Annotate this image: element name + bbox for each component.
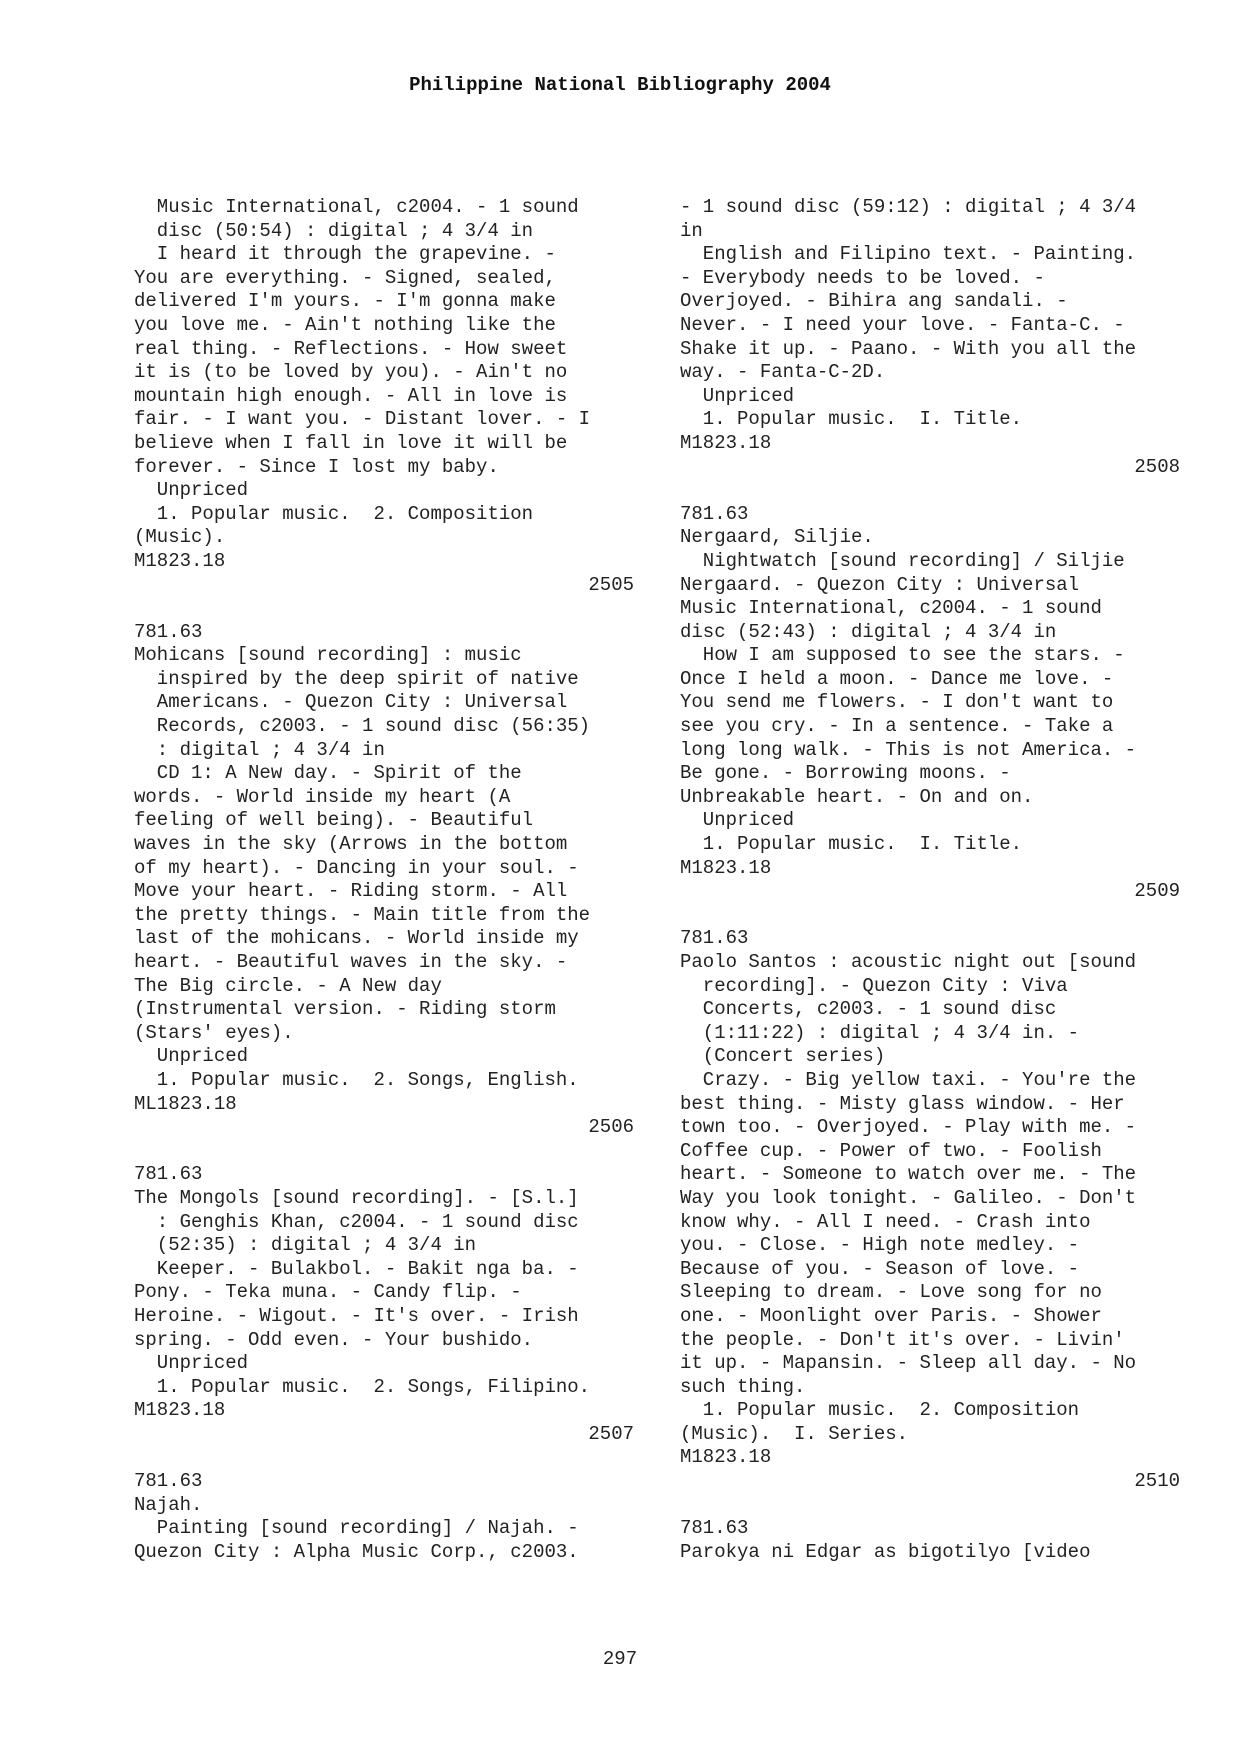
- text-line: 1. Popular music. I. Title.: [680, 833, 1023, 856]
- text-line: real thing. - Reflections. - How sweet: [134, 337, 568, 360]
- text-line: The Big circle. - A New day: [134, 974, 442, 997]
- text-line: Keeper. - Bulakbol. - Bakit nga ba. -: [134, 1257, 579, 1280]
- text-line: (Stars' eyes).: [134, 1021, 294, 1044]
- text-line: (Music).: [134, 526, 226, 549]
- text-line: disc (50:54) : digital ; 4 3/4 in: [134, 219, 534, 242]
- text-line: disc (52:43) : digital ; 4 3/4 in: [680, 620, 1057, 643]
- text-line: Because of you. - Season of love. -: [680, 1257, 1080, 1280]
- text-line: 781.63: [134, 620, 203, 643]
- text-line: best thing. - Misty glass window. - Her: [680, 1092, 1125, 1115]
- text-line: fair. - I want you. - Distant lover. - I: [134, 408, 591, 431]
- text-line: - 1 sound disc (59:12) : digital ; 4 3/4: [680, 196, 1137, 218]
- text-line: (Instrumental version. - Riding storm: [134, 998, 556, 1021]
- entry-number: 2507: [588, 1422, 634, 1445]
- text-line: Mohicans [sound recording] : music: [134, 644, 522, 667]
- text-line: 781.63: [680, 502, 749, 525]
- blank-line: [134, 1446, 634, 1470]
- blank-line: [680, 1494, 1180, 1518]
- text-line: recording]. - Quezon City : Viva: [680, 974, 1068, 997]
- text-line: heart. - Beautiful waves in the sky. -: [134, 951, 568, 973]
- text-line: 781.63: [680, 927, 749, 950]
- page-header-title: Philippine National Bibliography 2004: [409, 74, 831, 96]
- entry-number: 2505: [588, 573, 634, 596]
- text-line: M1823.18: [680, 856, 772, 879]
- text-line: Heroine. - Wigout. - It's over. - Irish: [134, 1304, 579, 1327]
- text-line: You are everything. - Signed, sealed,: [134, 266, 556, 289]
- text-line: 1. Popular music. 2. Composition: [680, 1399, 1080, 1422]
- text-line: English and Filipino text. - Painting.: [680, 243, 1137, 266]
- text-line: way. - Fanta-C-2D.: [680, 361, 886, 384]
- text-line: the pretty things. - Main title from the: [134, 903, 591, 926]
- text-line: such thing.: [680, 1375, 806, 1398]
- text-line: you. - Close. - High note medley. -: [680, 1234, 1080, 1257]
- text-line: it is (to be loved by you). - Ain't no: [134, 361, 568, 384]
- entry-number: 2509: [1134, 880, 1180, 903]
- text-line: ML1823.18: [134, 1092, 237, 1115]
- text-line: delivered I'm yours. - I'm gonna make: [134, 290, 556, 313]
- text-line: in: [680, 219, 703, 242]
- text-line: know why. - All I need. - Crash into: [680, 1210, 1091, 1233]
- text-line: (1:11:22) : digital ; 4 3/4 in. -: [680, 1021, 1080, 1044]
- text-line: How I am supposed to see the stars. -: [680, 644, 1125, 667]
- text-line: Concerts, c2003. - 1 sound disc: [680, 998, 1057, 1021]
- text-line: Move your heart. - Riding storm. - All: [134, 880, 568, 903]
- text-line: Records, c2003. - 1 sound disc (56:35): [134, 715, 591, 738]
- text-line: M1823.18: [680, 431, 772, 454]
- text-line: Coffee cup. - Power of two. - Foolish: [680, 1139, 1102, 1162]
- text-line: 781.63: [134, 1163, 203, 1186]
- text-line: M1823.18: [134, 1399, 226, 1422]
- text-line: 1. Popular music. 2. Composition: [134, 502, 534, 525]
- text-line: Crazy. - Big yellow taxi. - You're the: [680, 1068, 1137, 1091]
- text-line: Music International, c2004. - 1 sound: [680, 597, 1102, 620]
- text-line: Once I held a moon. - Dance me love. -: [680, 667, 1114, 690]
- text-line: Parokya ni Edgar as bigotilyo [video: [680, 1540, 1091, 1563]
- text-line: Paolo Santos : acoustic night out [sound: [680, 951, 1137, 973]
- entry-number: 2510: [1134, 1470, 1180, 1493]
- text-line: waves in the sky (Arrows in the bottom: [134, 833, 568, 856]
- blank-line: [680, 479, 1180, 503]
- text-line: : Genghis Khan, c2004. - 1 sound disc: [134, 1210, 579, 1233]
- text-line: Unpriced: [134, 479, 249, 502]
- text-line: Nergaard, Siljie.: [680, 526, 874, 549]
- text-line: spring. - Odd even. - Your bushido.: [134, 1328, 534, 1351]
- text-line: Unpriced: [680, 384, 795, 407]
- text-line: Way you look tonight. - Galileo. - Don't: [680, 1186, 1137, 1209]
- text-line: 1. Popular music. 2. Songs, English.: [134, 1068, 579, 1091]
- text-line: Americans. - Quezon City : Universal: [134, 691, 568, 714]
- text-line: (Music). I. Series.: [680, 1422, 909, 1445]
- text-line: words. - World inside my heart (A: [134, 785, 511, 808]
- text-line: 1. Popular music. 2. Songs, Filipino.: [134, 1375, 591, 1398]
- entry-number: 2508: [1134, 455, 1180, 478]
- text-line: 781.63: [134, 1470, 203, 1493]
- text-line: you love me. - Ain't nothing like the: [134, 313, 556, 336]
- entry-number: 2506: [588, 1116, 634, 1139]
- text-line: believe when I fall in love it will be: [134, 431, 568, 454]
- blank-line: [134, 1140, 634, 1164]
- text-line: (52:35) : digital ; 4 3/4 in: [134, 1234, 477, 1257]
- text-line: You send me flowers. - I don't want to: [680, 691, 1114, 714]
- text-line: I heard it through the grapevine. -: [134, 243, 556, 266]
- text-line: inspired by the deep spirit of native: [134, 667, 579, 690]
- text-line: Painting [sound recording] / Najah. -: [134, 1517, 579, 1540]
- text-line: forever. - Since I lost my baby.: [134, 455, 499, 478]
- text-line: last of the mohicans. - World inside my: [134, 927, 579, 950]
- text-line: M1823.18: [134, 549, 226, 572]
- text-line: 1. Popular music. I. Title.: [680, 408, 1023, 431]
- text-line: it up. - Mapansin. - Sleep all day. - No: [680, 1352, 1137, 1375]
- text-line: : digital ; 4 3/4 in: [134, 738, 385, 761]
- text-line: feeling of well being). - Beautiful: [134, 809, 534, 832]
- text-line: Unpriced: [134, 1045, 249, 1068]
- text-line: the people. - Don't it's over. - Livin': [680, 1328, 1125, 1351]
- text-line: see you cry. - In a sentence. - Take a: [680, 715, 1114, 738]
- text-line: Najah.: [134, 1493, 203, 1516]
- text-line: (Concert series): [680, 1045, 886, 1068]
- text-line: mountain high enough. - All in love is: [134, 384, 568, 407]
- text-line: long long walk. - This is not America. -: [680, 738, 1137, 761]
- text-line: M1823.18: [680, 1446, 772, 1469]
- text-line: Pony. - Teka muna. - Candy flip. -: [134, 1281, 522, 1304]
- text-line: Nergaard. - Quezon City : Universal: [680, 573, 1080, 596]
- right-column: [680, 196, 1180, 1564]
- text-line: Nightwatch [sound recording] / Siljie: [680, 549, 1125, 572]
- blank-line: [680, 904, 1180, 928]
- text-line: The Mongols [sound recording]. - [S.l.]: [134, 1186, 579, 1209]
- text-line: Unpriced: [134, 1352, 249, 1375]
- left-column: [134, 196, 634, 1564]
- text-line: Never. - I need your love. - Fanta-C. -: [680, 313, 1125, 336]
- text-line: of my heart). - Dancing in your soul. -: [134, 856, 579, 879]
- text-line: - Everybody needs to be loved. -: [680, 266, 1045, 289]
- text-line: 781.63: [680, 1517, 749, 1540]
- text-line: Be gone. - Borrowing moons. -: [680, 762, 1011, 785]
- text-line: town too. - Overjoyed. - Play with me. -: [680, 1116, 1137, 1139]
- text-line: Music International, c2004. - 1 sound: [134, 196, 579, 218]
- text-line: Unbreakable heart. - On and on.: [680, 785, 1034, 808]
- text-line: Quezon City : Alpha Music Corp., c2003.: [134, 1540, 579, 1563]
- page-number: 297: [602, 1648, 638, 1670]
- text-line: heart. - Someone to watch over me. - The: [680, 1163, 1137, 1186]
- blank-line: [134, 597, 634, 621]
- text-line: Unpriced: [680, 809, 795, 832]
- text-line: Overjoyed. - Bihira ang sandali. -: [680, 290, 1068, 313]
- text-line: CD 1: A New day. - Spirit of the: [134, 762, 522, 785]
- text-line: Shake it up. - Paano. - With you all the: [680, 337, 1137, 360]
- text-line: one. - Moonlight over Paris. - Shower: [680, 1304, 1102, 1327]
- text-line: Sleeping to dream. - Love song for no: [680, 1281, 1102, 1304]
